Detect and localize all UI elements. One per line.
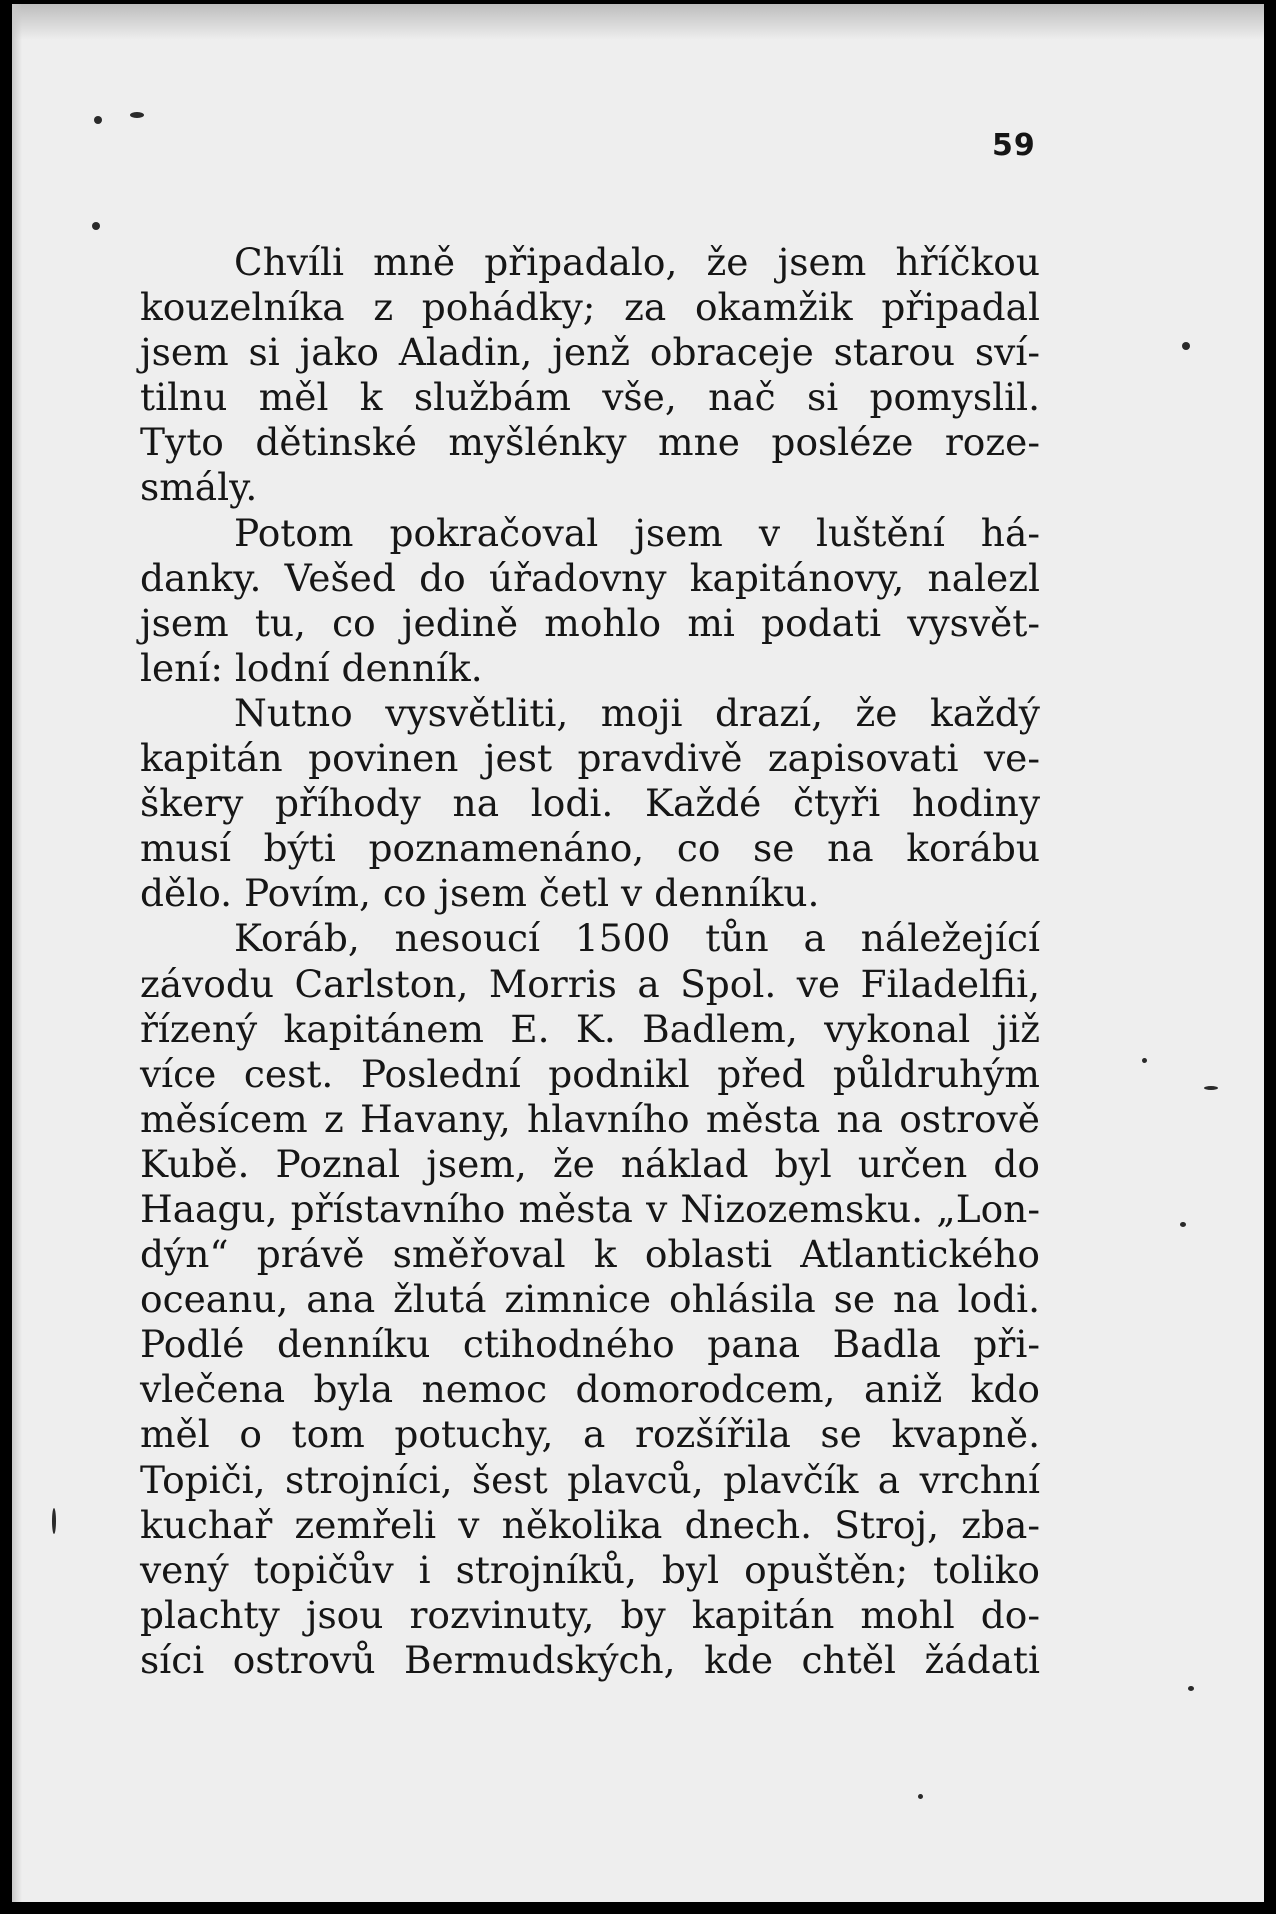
page-number: 59: [992, 128, 1036, 163]
text-line: Podlé denníku ctihodného pana Badla při-: [140, 1322, 1040, 1367]
scan-speck: [1188, 1686, 1194, 1691]
text-line: tilnu měl k službám vše, nač si pomyslil.: [140, 375, 1040, 420]
scan-speck: [918, 1794, 923, 1799]
scan-speck: [1180, 1222, 1186, 1227]
text-line: Nutno vysvětliti, moji drazí, že každý: [234, 690, 1040, 735]
text-line: danky. Vešed do úřadovny kapitánovy, nalezl: [140, 555, 1040, 600]
text-line: dýn“ právě směřoval k oblasti Atlantického: [140, 1232, 1040, 1277]
body-text: [140, 240, 1040, 1683]
text-line: měl o tom potuchy, a rozšířila se kvapně.: [140, 1412, 1040, 1457]
scan-speck: [52, 1508, 56, 1534]
text-line: plachty jsou rozvinuty, by kapitán mohl do-: [140, 1592, 1040, 1637]
text-line: kouzelníka z pohádky; za okamžik připadal: [140, 285, 1040, 330]
text-line: Kubě. Poznal jsem, že náklad byl určen do: [140, 1141, 1040, 1186]
page-top-shadow: [12, 4, 1264, 40]
scan-speck: [94, 116, 102, 124]
text-line: jsem si jako Aladin, jenž obraceje starou sví-: [140, 330, 1040, 375]
text-line: vený topičův i strojníků, byl opuštěn; toliko: [140, 1547, 1040, 1592]
scan-speck: [1142, 1058, 1147, 1063]
text-line: závodu Carlston, Morris a Spol. ve Filadelfii,: [140, 961, 1040, 1006]
text-line: řízený kapitánem E. K. Badlem, vykonal již: [140, 1006, 1040, 1051]
text-line: Tyto dětinské myšlénky mne posléze roze-: [140, 420, 1040, 465]
text-line: Topiči, strojníci, šest plavců, plavčík a vrchní: [140, 1457, 1040, 1502]
text-line: Haagu, přístavního města v Nizozemsku. „Lon-: [140, 1186, 1040, 1231]
text-line: Chvíli mně připadalo, že jsem hříčkou: [234, 240, 1040, 284]
text-line: dělo. Povím, co jsem četl v denníku.: [140, 871, 820, 916]
page-left-shadow: [12, 4, 22, 1902]
scan-speck: [1182, 342, 1190, 350]
text-line: musí býti poznamenáno, co se na korábu: [140, 826, 1040, 871]
text-line: více cest. Poslední podnikl před půldruhým: [140, 1051, 1040, 1096]
text-line: jsem tu, co jedině mohlo mi podati vysvět-: [140, 600, 1040, 645]
text-line: oceanu, ana žlutá zimnice ohlásila se na lodi.: [140, 1277, 1040, 1322]
text-line: měsícem z Havany, hlavního města na ostrově: [140, 1096, 1040, 1141]
scan-speck: [92, 222, 100, 230]
text-line: Potom pokračoval jsem v luštění há-: [234, 510, 1040, 555]
text-line: vlečena byla nemoc domorodcem, aniž kdo: [140, 1367, 1040, 1412]
text-line: kuchař zemřeli v několika dnech. Stroj, zba-: [140, 1502, 1040, 1547]
text-line: lení: lodní denník.: [140, 645, 483, 690]
text-line: Koráb, nesoucí 1500 tůn a náležející: [234, 916, 1040, 961]
text-line: smály.: [140, 465, 258, 510]
scan-speck: [1204, 1086, 1218, 1090]
text-line: síci ostrovů Bermudských, kde chtěl žádati: [140, 1637, 1040, 1682]
text-line: škery příhody na lodi. Každé čtyři hodiny: [140, 781, 1040, 826]
text-line: kapitán povinen jest pravdivě zapisovati ve-: [140, 736, 1040, 781]
book-page: [12, 4, 1264, 1902]
scan-speck: [130, 112, 144, 118]
